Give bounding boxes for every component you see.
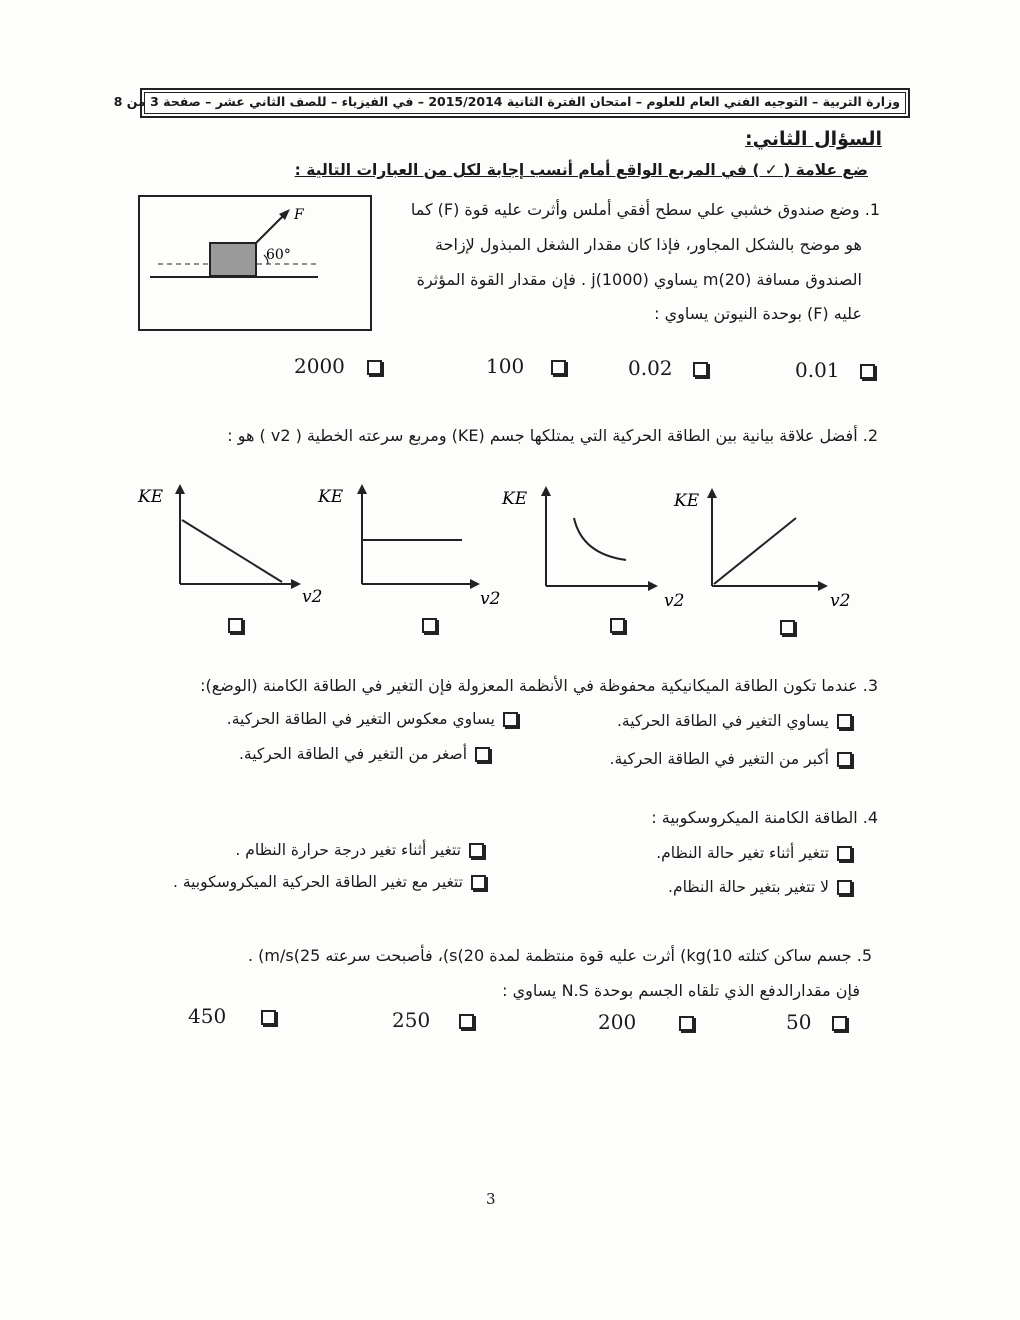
section-instruction: ضع علامة ( ✓ ) في المربع الواقع أمام أنسب إجابة لكل من العبارات التالية : [294,161,868,179]
q4-option-b-checkbox[interactable] [469,843,484,858]
q2-graph-increasing-ylabel: KE [674,491,700,511]
q4-option-c[interactable] [668,878,852,896]
q2-graph-inverse-xlabel: v2 [664,591,685,610]
q5-option-a-value: 50 [786,1010,812,1034]
q3-option-d-label: أصغر من التغير في الطاقة الحركية. [238,745,467,763]
q5-option-b-value: 200 [598,1010,637,1034]
q3-option-b[interactable] [227,710,518,728]
q1-option-b-value: 0.02 [628,356,673,380]
q5-option-c-value: 250 [392,1008,431,1032]
wooden-box [210,243,256,276]
q2-graph-decreasing [137,484,322,607]
q4-option-b[interactable] [235,841,484,859]
q3-option-c-checkbox[interactable] [837,752,852,767]
q1-option-d-checkbox[interactable] [367,360,382,375]
q5-line-2: فإن مقدارالدفع الذي تلقاه الجسم بوحدة N.S يساوي : [502,981,860,1000]
q5-option-d-checkbox[interactable] [261,1010,276,1025]
q5-option-c[interactable] [392,1008,474,1032]
q3-line: 3. عندما تكون الطاقة الميكانيكية محفوظة في الأنظمة المعزولة فإن التغير في الطاقة الكامنة (الوضع): [200,676,878,695]
page-number: 3 [486,1190,496,1208]
q5-option-b[interactable] [598,1010,694,1034]
q5-option-b-checkbox[interactable] [679,1016,694,1031]
q4-option-d-checkbox[interactable] [471,875,486,890]
q4-option-c-label: لا تتغير بتغير حالة النظام. [668,878,829,896]
q3-option-a[interactable] [617,712,852,730]
section-title: السؤال الثاني: [745,128,882,150]
q1-figure-drawing [140,197,370,329]
q1-option-c[interactable] [486,354,566,378]
q3-option-b-label: يساوي معكوس التغير في الطاقة الحركية. [226,710,495,728]
q5-option-a-checkbox[interactable] [832,1016,847,1031]
q3-option-a-label: يساوي التغير في الطاقة الحركية. [617,712,829,730]
q3-option-c[interactable] [610,750,852,768]
q3-option-a-checkbox[interactable] [837,714,852,729]
q1-option-b-checkbox[interactable] [693,362,708,377]
q1-line-1: 1. وضع صندوق خشبي علي سطح أفقي أملس وأثرت عليه قوة (F) كما [410,200,880,219]
q3-option-b-checkbox[interactable] [503,712,518,727]
q1-line-2: هو موضح بالشكل المجاور، فإذا كان مقدار الشغل المبذول لإزاحة [435,235,862,254]
q1-option-a[interactable] [795,358,875,382]
q2-checkbox-constant[interactable] [422,618,437,633]
q2-graph-decreasing-xlabel: v2 [302,587,323,607]
q1-figure [138,195,372,331]
q2-line: 2. أفضل علاقة بيانية بين الطاقة الحركية التي يمتلكها جسم (KE) ومربع سرعته الخطية ( v2 ) هو : [227,426,878,445]
q2-graph-inverse-ylabel: KE [502,489,528,509]
q2-graphs [130,480,870,610]
q5-line-1: 5. جسم ساكن كتلته 10)kg) أثرت عليه قوة منتظمة لمدة 20)s)، فأصبحت سرعته 25)m/s) . [248,946,872,965]
q2-graph-constant [317,484,500,609]
q2-graph-constant-xlabel: v2 [480,589,501,609]
q2-checkbox-increasing[interactable] [780,620,795,635]
q4-option-a[interactable] [656,844,852,862]
q1-option-b[interactable] [628,356,708,380]
q5-option-d-value: 450 [188,1004,227,1028]
q5-option-a[interactable] [786,1010,847,1034]
force-label: F [294,207,304,223]
q4-option-a-checkbox[interactable] [837,846,852,861]
q3-option-c-label: أكبر من التغير في الطاقة الحركية. [609,750,829,768]
q1-option-d[interactable] [294,354,382,378]
q4-option-c-checkbox[interactable] [837,880,852,895]
q1-option-c-checkbox[interactable] [551,360,566,375]
q2-graph-constant-ylabel: KE [318,487,344,507]
q1-option-c-value: 100 [486,354,525,378]
q4-line: 4. الطاقة الكامنة الميكروسكوبية : [651,808,878,827]
q1-line-4: عليه (F) بوحدة النيوتن يساوي : [654,304,862,323]
q4-option-d-label: تتغير مع تغير الطاقة الحركية الميكروسكوبية . [172,873,463,891]
q2-checkbox-inverse[interactable] [610,618,625,633]
q2-graph-increasing [673,488,850,610]
header-box [113,88,910,118]
q2-graph-decreasing-ylabel: KE [138,487,164,507]
q1-option-a-checkbox[interactable] [860,364,875,379]
q2-graph-increasing-xlabel: v2 [830,591,851,610]
q4-option-d[interactable] [173,873,486,891]
angle-label: 60° [266,247,291,263]
q5-option-c-checkbox[interactable] [459,1014,474,1029]
q4-option-b-label: تتغير أثناء تغير درجة حرارة النظام . [235,841,461,859]
q3-option-d[interactable] [239,745,490,763]
q1-option-a-value: 0.01 [795,358,840,382]
q2-checkbox-decreasing[interactable] [228,618,243,633]
q3-option-d-checkbox[interactable] [475,747,490,762]
q5-option-d[interactable] [188,1004,276,1028]
header-text: وزارة التربية – التوجيه الفني العام للعلوم – امتحان الفترة الثانية 2015/2014 – في الفيزياء – للصف الثاني عشر – صفحة 3 من 8 [113,94,900,109]
q2-graph-inverse [501,486,684,610]
q1-option-d-value: 2000 [294,354,345,378]
q1-line-3: الصندوق مسافة m(20) يساوي j(1000) . فإن مقدار القوة المؤثرة [416,270,862,289]
q4-option-a-label: تتغير أثناء تغير حالة النظام. [656,844,829,862]
